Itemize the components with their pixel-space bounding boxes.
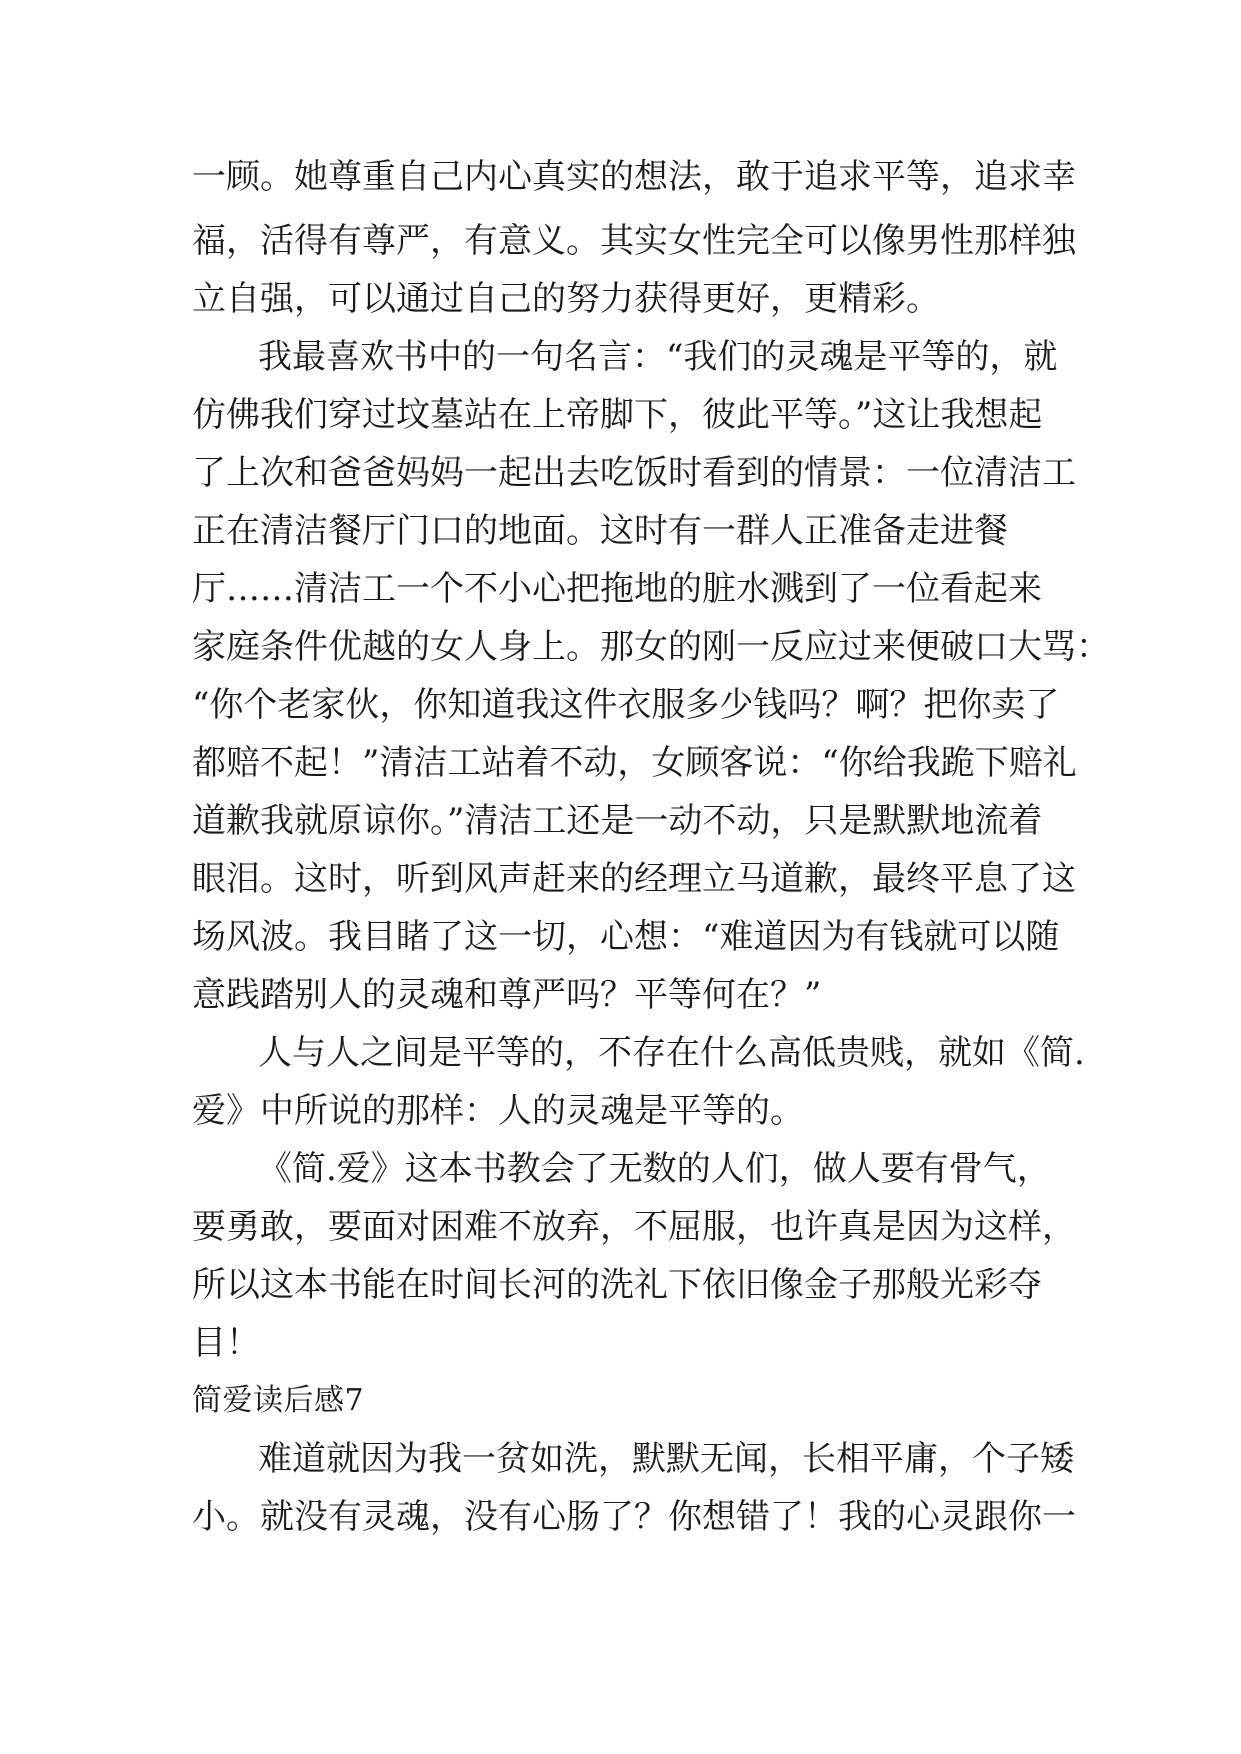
text-line: 《简.爱》这本书教会了无数的人们，做人要有骨气， xyxy=(258,1149,1051,1189)
text-line: 要勇敢，要面对困难不放弃，不屈服，也许真是因为这样， xyxy=(192,1207,1076,1247)
text-line: 所以这本书能在时间长河的洗礼下依旧像金子那般光彩夺 xyxy=(192,1265,1042,1305)
text-line: 了上次和爸爸妈妈一起出去吃饭时看到的情景：一位清洁工 xyxy=(192,453,1076,493)
text-line: 一顾。她尊重自己内心真实的想法，敢于追求平等，追求幸 xyxy=(192,157,1076,197)
text-line: 正在清洁餐厅门口的地面。这时有一群人正准备走进餐 xyxy=(192,511,1008,551)
text-line: 人与人之间是平等的，不存在什么高低贵贱，就如《简. xyxy=(258,1033,1085,1073)
text-line: 都赔不起！”清洁工站着不动，女顾客说：“你给我跪下赔礼 xyxy=(192,743,1077,783)
text-line: 难道就因为我一贫如洗，默默无闻，长相平庸，个子矮 xyxy=(258,1439,1074,1479)
text-line: 意践踏别人的灵魂和尊严吗？平等何在？” xyxy=(192,975,822,1015)
text-line: 目！ xyxy=(192,1323,260,1363)
text-line: 爱》中所说的那样：人的灵魂是平等的。 xyxy=(192,1091,804,1131)
text-line: 家庭条件优越的女人身上。那女的刚一反应过来便破口大骂： xyxy=(192,627,1110,667)
text-line: 眼泪。这时，听到风声赶来的经理立马道歉，最终平息了这 xyxy=(192,859,1076,899)
text-line: 福，活得有尊严，有意义。其实女性完全可以像男性那样独 xyxy=(192,221,1076,261)
text-line: 厅……清洁工一个不小心把拖地的脏水溅到了一位看起来 xyxy=(192,569,1042,609)
text-line: “你个老家伙，你知道我这件衣服多少钱吗？啊？把你卖了 xyxy=(192,685,1060,725)
text-line: 小。就没有灵魂，没有心肠了？你想错了！我的心灵跟你一 xyxy=(192,1497,1076,1537)
text-line: 仿佛我们穿过坟墓站在上帝脚下，彼此平等。”这让我想起 xyxy=(192,395,1043,435)
text-line: 我最喜欢书中的一句名言：“我们的灵魂是平等的，就 xyxy=(258,337,1058,377)
section-heading: 简爱读后感7 xyxy=(192,1383,365,1418)
text-line: 道歉我就原谅你。”清洁工还是一动不动，只是默默地流着 xyxy=(192,801,1043,841)
text-line: 场风波。我目睹了这一切，心想：“难道因为有钱就可以随 xyxy=(192,917,1060,957)
text-line: 立自强，可以通过自己的努力获得更好，更精彩。 xyxy=(192,279,940,319)
